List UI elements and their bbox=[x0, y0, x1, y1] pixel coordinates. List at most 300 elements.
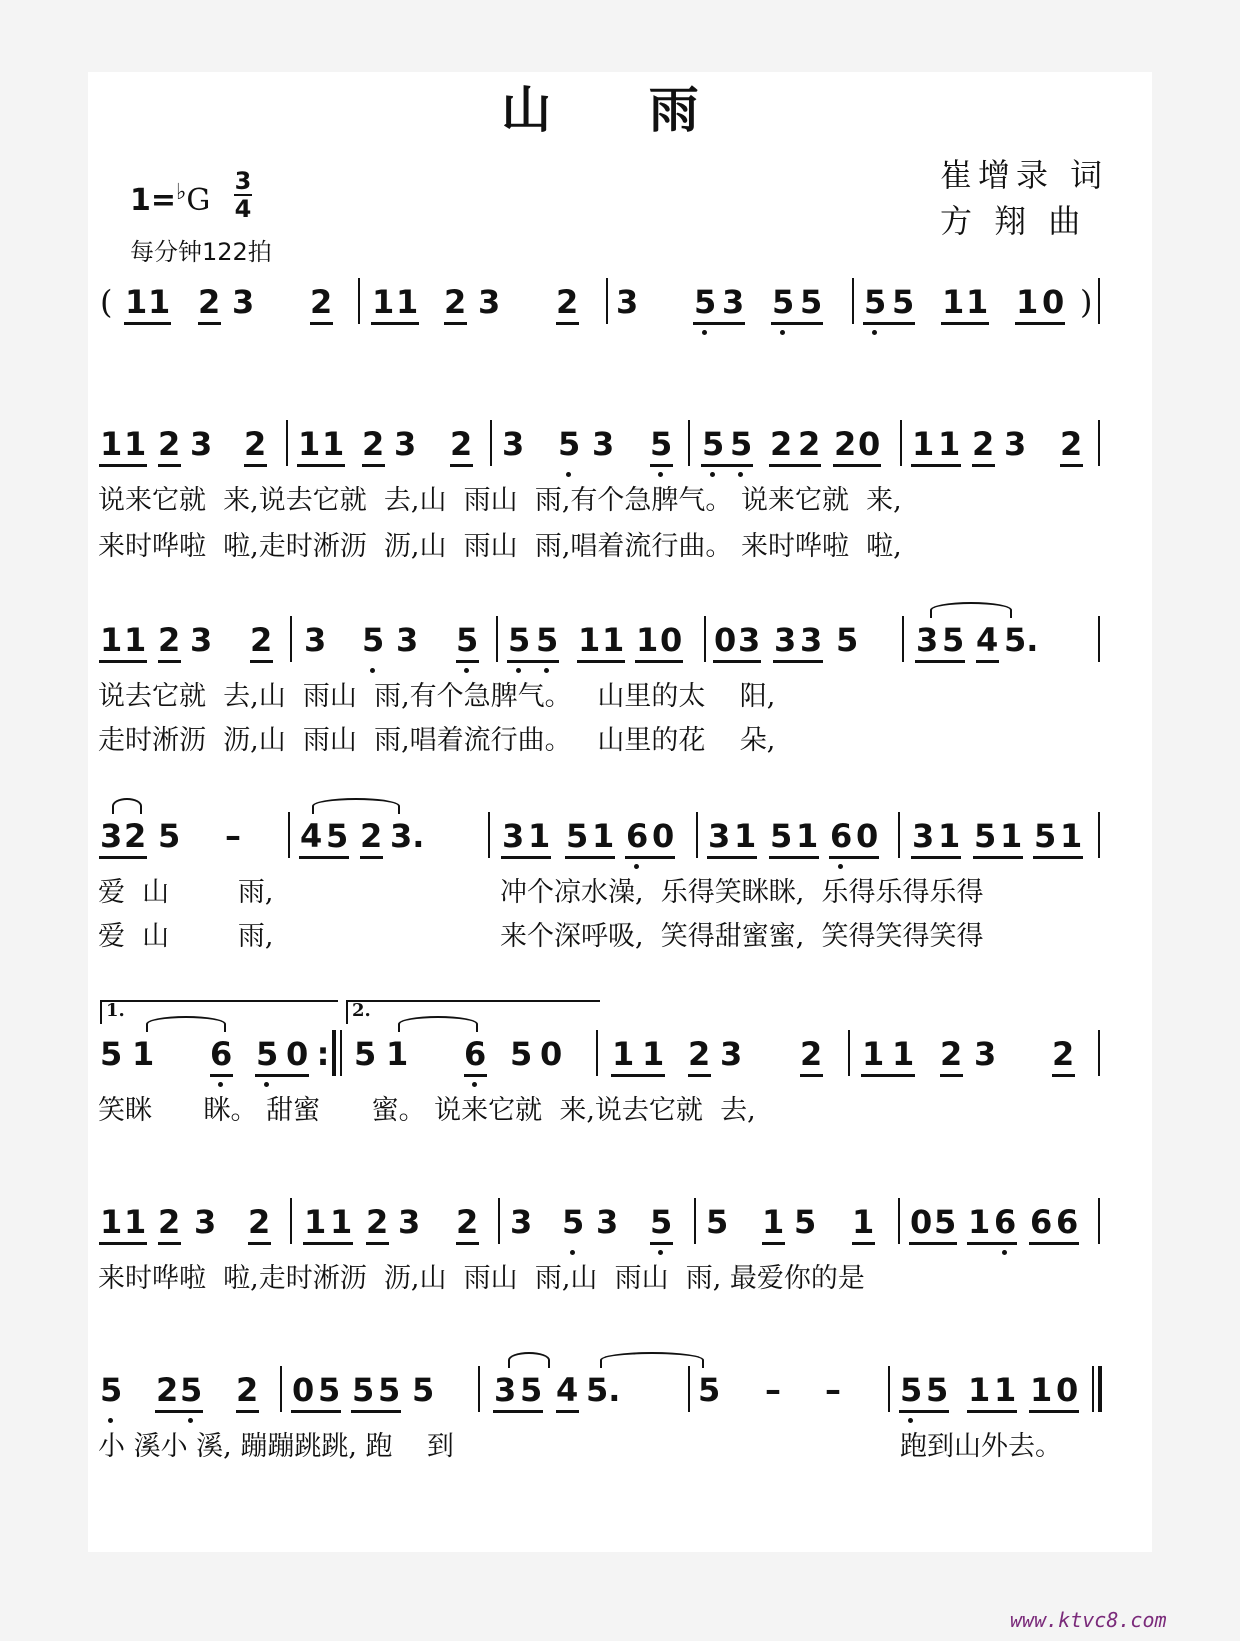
bar-line bbox=[498, 1198, 500, 1244]
note: 1 bbox=[1000, 817, 1023, 855]
note: 1 bbox=[602, 621, 625, 659]
note: 3 bbox=[190, 621, 213, 659]
beam-underline bbox=[1029, 1242, 1079, 1245]
beam-underline bbox=[829, 856, 879, 859]
song-title: 山 雨 bbox=[501, 80, 739, 139]
time-bottom: 4 bbox=[234, 195, 252, 223]
bar-line bbox=[1098, 1198, 1100, 1244]
beam-underline bbox=[861, 1074, 915, 1077]
beam-underline bbox=[707, 856, 757, 859]
beam-underline bbox=[99, 856, 147, 859]
note: 2 bbox=[236, 1371, 259, 1409]
note: 3 bbox=[396, 621, 419, 659]
note: 1 bbox=[968, 1203, 991, 1241]
note: 3 bbox=[738, 621, 761, 659]
beam-underline bbox=[501, 856, 551, 859]
note: 5 bbox=[974, 817, 997, 855]
bar-line bbox=[288, 812, 290, 858]
note: 5 bbox=[892, 283, 915, 321]
note: 5 bbox=[706, 1203, 729, 1241]
note: 5 bbox=[770, 817, 793, 855]
note: 5 bbox=[256, 1035, 279, 1073]
bar-line bbox=[1098, 1030, 1100, 1076]
note: 1 bbox=[100, 425, 123, 463]
bar-line bbox=[694, 1198, 696, 1244]
note: 5 bbox=[456, 621, 479, 659]
note: 5 bbox=[378, 1371, 401, 1409]
note: 1 bbox=[124, 1203, 147, 1241]
note: 2 bbox=[940, 1035, 963, 1073]
beam-underline bbox=[909, 1242, 957, 1245]
note: 5 bbox=[934, 1203, 957, 1241]
beam-underline bbox=[450, 464, 473, 467]
beam-underline bbox=[1052, 1074, 1075, 1077]
watermark: www.ktvc8.com bbox=[1010, 1608, 1167, 1632]
note: 5 bbox=[158, 817, 181, 855]
bar-line bbox=[1098, 1366, 1102, 1412]
note: 5 bbox=[508, 621, 531, 659]
beam-underline bbox=[248, 1242, 271, 1245]
beam-underline bbox=[366, 1242, 389, 1245]
note: 1 bbox=[100, 621, 123, 659]
beam-underline bbox=[1015, 322, 1065, 325]
note: 3 bbox=[592, 425, 615, 463]
note: 5 bbox=[698, 1371, 721, 1409]
note: 1 bbox=[852, 1203, 875, 1241]
note: 5 bbox=[794, 1203, 817, 1241]
beam-underline bbox=[713, 660, 761, 663]
beam-underline bbox=[244, 464, 267, 467]
note: 3 bbox=[912, 817, 935, 855]
note: 3 bbox=[100, 817, 123, 855]
note: 1 bbox=[1030, 1371, 1053, 1409]
note: 2 bbox=[310, 283, 333, 321]
note: 5. bbox=[586, 1371, 621, 1409]
lyric-line-3b: 走时淅沥 沥,山 雨山 雨,唱着流行曲。 山里的花 朵, bbox=[98, 725, 776, 756]
bar-line bbox=[888, 1366, 890, 1412]
bar-line bbox=[496, 616, 498, 662]
bar-line bbox=[1092, 1366, 1094, 1412]
beam-underline bbox=[310, 322, 333, 325]
bar-line bbox=[488, 812, 490, 858]
note: 2 bbox=[124, 817, 147, 855]
lyric-line-5: 笑眯 眯。 甜蜜 蜜。 说来它就 来,说去它就 去, bbox=[98, 1095, 756, 1126]
note: 1 bbox=[938, 817, 961, 855]
beam-underline bbox=[941, 322, 989, 325]
note: 1 bbox=[642, 1035, 665, 1073]
bar-line bbox=[902, 616, 904, 662]
lyric-line-4b-left: 爱 山 雨, bbox=[98, 921, 274, 952]
note: 2 bbox=[770, 425, 793, 463]
bar-line bbox=[280, 1366, 282, 1412]
lyric-line-2a: 说来它就 来,说去它就 去,山 雨山 雨,有个急脾气。 说来它就 来, bbox=[98, 485, 902, 516]
note: 0 bbox=[286, 1035, 309, 1073]
beam-underline bbox=[198, 322, 221, 325]
note: 2 bbox=[1052, 1035, 1075, 1073]
open-paren: ( bbox=[100, 283, 113, 321]
note: 1 bbox=[734, 817, 757, 855]
note: 3 bbox=[974, 1035, 997, 1073]
note: 4 bbox=[556, 1371, 579, 1409]
note: 0 bbox=[652, 817, 675, 855]
note: 5 bbox=[650, 425, 673, 463]
beam-underline bbox=[701, 464, 753, 467]
close-paren: ) bbox=[1080, 283, 1093, 321]
note: 5. bbox=[1004, 621, 1039, 659]
note: 5 bbox=[730, 425, 753, 463]
bar-line bbox=[290, 616, 292, 662]
note: 5 bbox=[562, 1203, 585, 1241]
beam-underline bbox=[625, 856, 675, 859]
note: 3 bbox=[722, 283, 745, 321]
bar-line bbox=[1098, 278, 1100, 324]
beam-underline bbox=[650, 464, 673, 467]
lyric-line-2b: 来时哗啦 啦,走时淅沥 沥,山 雨山 雨,唱着流行曲。 来时哗啦 啦, bbox=[98, 531, 902, 562]
beam-underline bbox=[124, 322, 171, 325]
note: 5 bbox=[702, 425, 725, 463]
note: 0 bbox=[714, 621, 737, 659]
note: 1 bbox=[862, 1035, 885, 1073]
note: 2 bbox=[556, 283, 579, 321]
note: 2 bbox=[798, 425, 821, 463]
note: 5 bbox=[510, 1035, 533, 1073]
note: 5 bbox=[362, 621, 385, 659]
note: 5 bbox=[520, 1371, 543, 1409]
note: 5 bbox=[800, 283, 823, 321]
key-note: G bbox=[186, 183, 211, 218]
note: 3 bbox=[398, 1203, 421, 1241]
bar-line bbox=[900, 420, 902, 466]
note: 1 bbox=[612, 1035, 635, 1073]
note: 3 bbox=[708, 817, 731, 855]
beam-underline bbox=[769, 856, 819, 859]
beam-underline bbox=[650, 1242, 673, 1245]
note: 3 bbox=[596, 1203, 619, 1241]
note: 3. bbox=[390, 817, 425, 855]
note: 6 bbox=[1030, 1203, 1053, 1241]
bar-line bbox=[1098, 420, 1100, 466]
beam-underline bbox=[250, 660, 273, 663]
bar-line bbox=[898, 812, 900, 858]
note: 5 bbox=[180, 1371, 203, 1409]
first-ending-label: 1. bbox=[106, 1000, 125, 1021]
slur bbox=[508, 1352, 550, 1368]
note: 2 bbox=[198, 283, 221, 321]
beam-underline bbox=[976, 660, 999, 663]
beam-underline bbox=[1060, 464, 1083, 467]
beam-underline bbox=[444, 322, 467, 325]
beam-underline bbox=[635, 660, 683, 663]
bar-line bbox=[290, 1198, 292, 1244]
lyric-line-4b-right: 来个深呼吸, 笑得甜蜜蜜, 笑得笑得笑得 bbox=[500, 921, 984, 952]
slur bbox=[112, 798, 142, 814]
beam-underline bbox=[973, 856, 1023, 859]
note: 2 bbox=[1060, 425, 1083, 463]
beam-underline bbox=[852, 1242, 875, 1245]
beam-underline bbox=[493, 1410, 543, 1413]
note: – bbox=[825, 1371, 841, 1409]
beam-underline bbox=[693, 322, 745, 325]
note: 2 bbox=[250, 621, 273, 659]
beam-underline bbox=[158, 1242, 181, 1245]
beam-underline bbox=[688, 1074, 711, 1077]
note: 6 bbox=[626, 817, 649, 855]
note: 3 bbox=[394, 425, 417, 463]
note: 3 bbox=[800, 621, 823, 659]
note: 2 bbox=[972, 425, 995, 463]
bar-line bbox=[286, 420, 288, 466]
note: 1 bbox=[592, 817, 615, 855]
lyricist-credit: 崔增录 词 bbox=[940, 156, 1109, 194]
time-signature bbox=[232, 168, 254, 222]
note: 2 bbox=[362, 425, 385, 463]
note: 5 bbox=[864, 283, 887, 321]
beam-underline bbox=[911, 464, 961, 467]
note: 2 bbox=[688, 1035, 711, 1073]
note: 5 bbox=[352, 1371, 375, 1409]
note: 1 bbox=[528, 817, 551, 855]
note: 3 bbox=[1004, 425, 1027, 463]
beam-underline bbox=[362, 464, 385, 467]
note: 1 bbox=[304, 1203, 327, 1241]
note: 1 bbox=[1016, 283, 1039, 321]
lyric-line-4a-right: 冲个凉水澡, 乐得笑眯眯, 乐得乐得乐得 bbox=[500, 877, 984, 908]
note: 1 bbox=[1060, 817, 1083, 855]
note: 1 bbox=[386, 1035, 409, 1073]
beam-underline bbox=[291, 1410, 341, 1413]
note: 6 bbox=[464, 1035, 487, 1073]
note: 0 bbox=[1056, 1371, 1079, 1409]
note: 3 bbox=[510, 1203, 533, 1241]
bar-line bbox=[898, 1198, 900, 1244]
bar-line bbox=[332, 1030, 336, 1076]
lyric-line-7-end: 跑到山外去。 bbox=[900, 1431, 1062, 1462]
note: 1 bbox=[132, 1035, 155, 1073]
beam-underline bbox=[299, 856, 349, 859]
note: 1 bbox=[124, 425, 147, 463]
flat-sign: ♭ bbox=[176, 180, 187, 205]
note: – bbox=[765, 1371, 781, 1409]
note: 1 bbox=[912, 425, 935, 463]
note: 2 bbox=[244, 425, 267, 463]
note: 1 bbox=[762, 1203, 785, 1241]
beam-underline bbox=[967, 1410, 1017, 1413]
beam-underline bbox=[155, 1410, 203, 1413]
note: 3 bbox=[304, 621, 327, 659]
beam-underline bbox=[99, 660, 147, 663]
note: 1 bbox=[396, 283, 419, 321]
note: 6 bbox=[1056, 1203, 1079, 1241]
note: 1 bbox=[994, 1371, 1017, 1409]
key-tonic: 1= bbox=[130, 183, 177, 218]
lyric-line-7: 小 溪小 溪, 蹦蹦跳跳, 跑 到 bbox=[98, 1431, 454, 1462]
note: 1 bbox=[124, 621, 147, 659]
lyric-line-3a: 说去它就 去,山 雨山 雨,有个急脾气。 山里的太 阳, bbox=[98, 681, 776, 712]
note: 1 bbox=[330, 1203, 353, 1241]
note: 0 bbox=[910, 1203, 933, 1241]
bar-line bbox=[606, 278, 608, 324]
bar-line bbox=[1098, 812, 1100, 858]
beam-underline bbox=[456, 1242, 479, 1245]
beam-underline bbox=[800, 1074, 823, 1077]
note: 2 bbox=[456, 1203, 479, 1241]
note: 1 bbox=[892, 1035, 915, 1073]
beam-underline bbox=[565, 856, 615, 859]
beam-underline bbox=[371, 322, 419, 325]
bar-line bbox=[596, 1030, 598, 1076]
note: 0 bbox=[856, 817, 879, 855]
beam-underline bbox=[303, 1242, 353, 1245]
note: 3 bbox=[916, 621, 939, 659]
note: 2 bbox=[834, 425, 857, 463]
bar-line bbox=[688, 420, 690, 466]
beam-underline bbox=[967, 1242, 1017, 1245]
beam-underline bbox=[769, 464, 821, 467]
note: 1 bbox=[796, 817, 819, 855]
beam-underline bbox=[899, 1410, 949, 1413]
lyric-line-4a-left: 爱 山 雨, bbox=[98, 877, 274, 908]
first-ending-bracket bbox=[100, 1000, 338, 1024]
beam-underline bbox=[99, 1242, 147, 1245]
bar-line bbox=[340, 1030, 342, 1076]
note: 0 bbox=[858, 425, 881, 463]
note: 2 bbox=[248, 1203, 271, 1241]
beam-underline bbox=[577, 660, 625, 663]
beam-underline bbox=[940, 1074, 963, 1077]
note: 6 bbox=[210, 1035, 233, 1073]
note: 2 bbox=[800, 1035, 823, 1073]
lyric-line-6: 来时哗啦 啦,走时淅沥 沥,山 雨山 雨,山 雨山 雨, 最爱你的是 bbox=[98, 1263, 865, 1294]
slur bbox=[312, 798, 400, 814]
beam-underline bbox=[762, 1242, 785, 1245]
note: 3 bbox=[232, 283, 255, 321]
slur bbox=[930, 602, 1012, 618]
note: 3 bbox=[478, 283, 501, 321]
bar-line bbox=[848, 1030, 850, 1076]
beam-underline bbox=[456, 660, 479, 663]
time-top: 3 bbox=[234, 167, 252, 195]
note: 6 bbox=[830, 817, 853, 855]
beam-underline bbox=[507, 660, 559, 663]
note: 4 bbox=[300, 817, 323, 855]
note: 5 bbox=[772, 283, 795, 321]
note: 5 bbox=[1034, 817, 1057, 855]
note: 5 bbox=[694, 283, 717, 321]
note: 2 bbox=[360, 817, 383, 855]
note: 2 bbox=[158, 621, 181, 659]
note: 5 bbox=[926, 1371, 949, 1409]
note: 5 bbox=[354, 1035, 377, 1073]
note: 2 bbox=[444, 283, 467, 321]
second-ending-bracket bbox=[346, 1000, 600, 1024]
note: 0 bbox=[660, 621, 683, 659]
note: 3 bbox=[494, 1371, 517, 1409]
beam-underline bbox=[351, 1410, 401, 1413]
note: 1 bbox=[942, 283, 965, 321]
beam-underline bbox=[158, 660, 181, 663]
note: 3 bbox=[194, 1203, 217, 1241]
note: – bbox=[225, 817, 241, 855]
bar-line bbox=[852, 278, 854, 324]
bar-line bbox=[490, 420, 492, 466]
note: 1 bbox=[938, 425, 961, 463]
note: 1 bbox=[578, 621, 601, 659]
note: 1 bbox=[125, 283, 148, 321]
note: 1 bbox=[372, 283, 395, 321]
beam-underline bbox=[611, 1074, 665, 1077]
note: 5 bbox=[318, 1371, 341, 1409]
note: 4 bbox=[976, 621, 999, 659]
beam-underline bbox=[556, 1410, 579, 1413]
note: 5 bbox=[412, 1371, 435, 1409]
note: 1 bbox=[148, 283, 171, 321]
note: 5 bbox=[900, 1371, 923, 1409]
note: 3 bbox=[616, 283, 639, 321]
bar-line bbox=[696, 812, 698, 858]
bar-line bbox=[1098, 616, 1100, 662]
beam-underline bbox=[297, 464, 345, 467]
composer-credit: 方 翔 曲 bbox=[940, 202, 1087, 240]
note: 2 bbox=[366, 1203, 389, 1241]
beam-underline bbox=[911, 856, 961, 859]
note: 3 bbox=[502, 425, 525, 463]
beam-underline bbox=[1029, 1410, 1079, 1413]
beam-underline bbox=[210, 1074, 233, 1077]
second-ending-label: 2. bbox=[352, 1000, 371, 1021]
note: 5 bbox=[836, 621, 859, 659]
note: 0 bbox=[292, 1371, 315, 1409]
beam-underline bbox=[863, 322, 915, 325]
note: 5 bbox=[942, 621, 965, 659]
note: 3 bbox=[720, 1035, 743, 1073]
note: 1 bbox=[298, 425, 321, 463]
beam-underline bbox=[158, 464, 181, 467]
note: 1 bbox=[636, 621, 659, 659]
beam-underline bbox=[1033, 856, 1083, 859]
beam-underline bbox=[255, 1074, 309, 1077]
note: 5 bbox=[650, 1203, 673, 1241]
bar-line bbox=[358, 278, 360, 324]
note: 3 bbox=[502, 817, 525, 855]
note: 5 bbox=[100, 1371, 123, 1409]
note: 2 bbox=[158, 425, 181, 463]
key-signature bbox=[130, 180, 210, 218]
beam-underline bbox=[236, 1410, 259, 1413]
note: 6 bbox=[994, 1203, 1017, 1241]
tempo-marking: 每分钟122拍 bbox=[130, 238, 272, 266]
note: 5 bbox=[566, 817, 589, 855]
bar-line bbox=[478, 1366, 480, 1412]
beam-underline bbox=[464, 1074, 487, 1077]
note: 2 bbox=[450, 425, 473, 463]
note: 5 bbox=[536, 621, 559, 659]
note: 3 bbox=[774, 621, 797, 659]
note: 0 bbox=[540, 1035, 563, 1073]
bar-line bbox=[704, 616, 706, 662]
note: : bbox=[316, 1035, 330, 1073]
beam-underline bbox=[99, 464, 147, 467]
beam-underline bbox=[833, 464, 881, 467]
beam-underline bbox=[771, 322, 823, 325]
note: 2 bbox=[156, 1371, 179, 1409]
note: 0 bbox=[1042, 283, 1065, 321]
note: 1 bbox=[966, 283, 989, 321]
beam-underline bbox=[915, 660, 965, 663]
beam-underline bbox=[773, 660, 823, 663]
beam-underline bbox=[972, 464, 995, 467]
note: 5 bbox=[100, 1035, 123, 1073]
note: 5 bbox=[558, 425, 581, 463]
